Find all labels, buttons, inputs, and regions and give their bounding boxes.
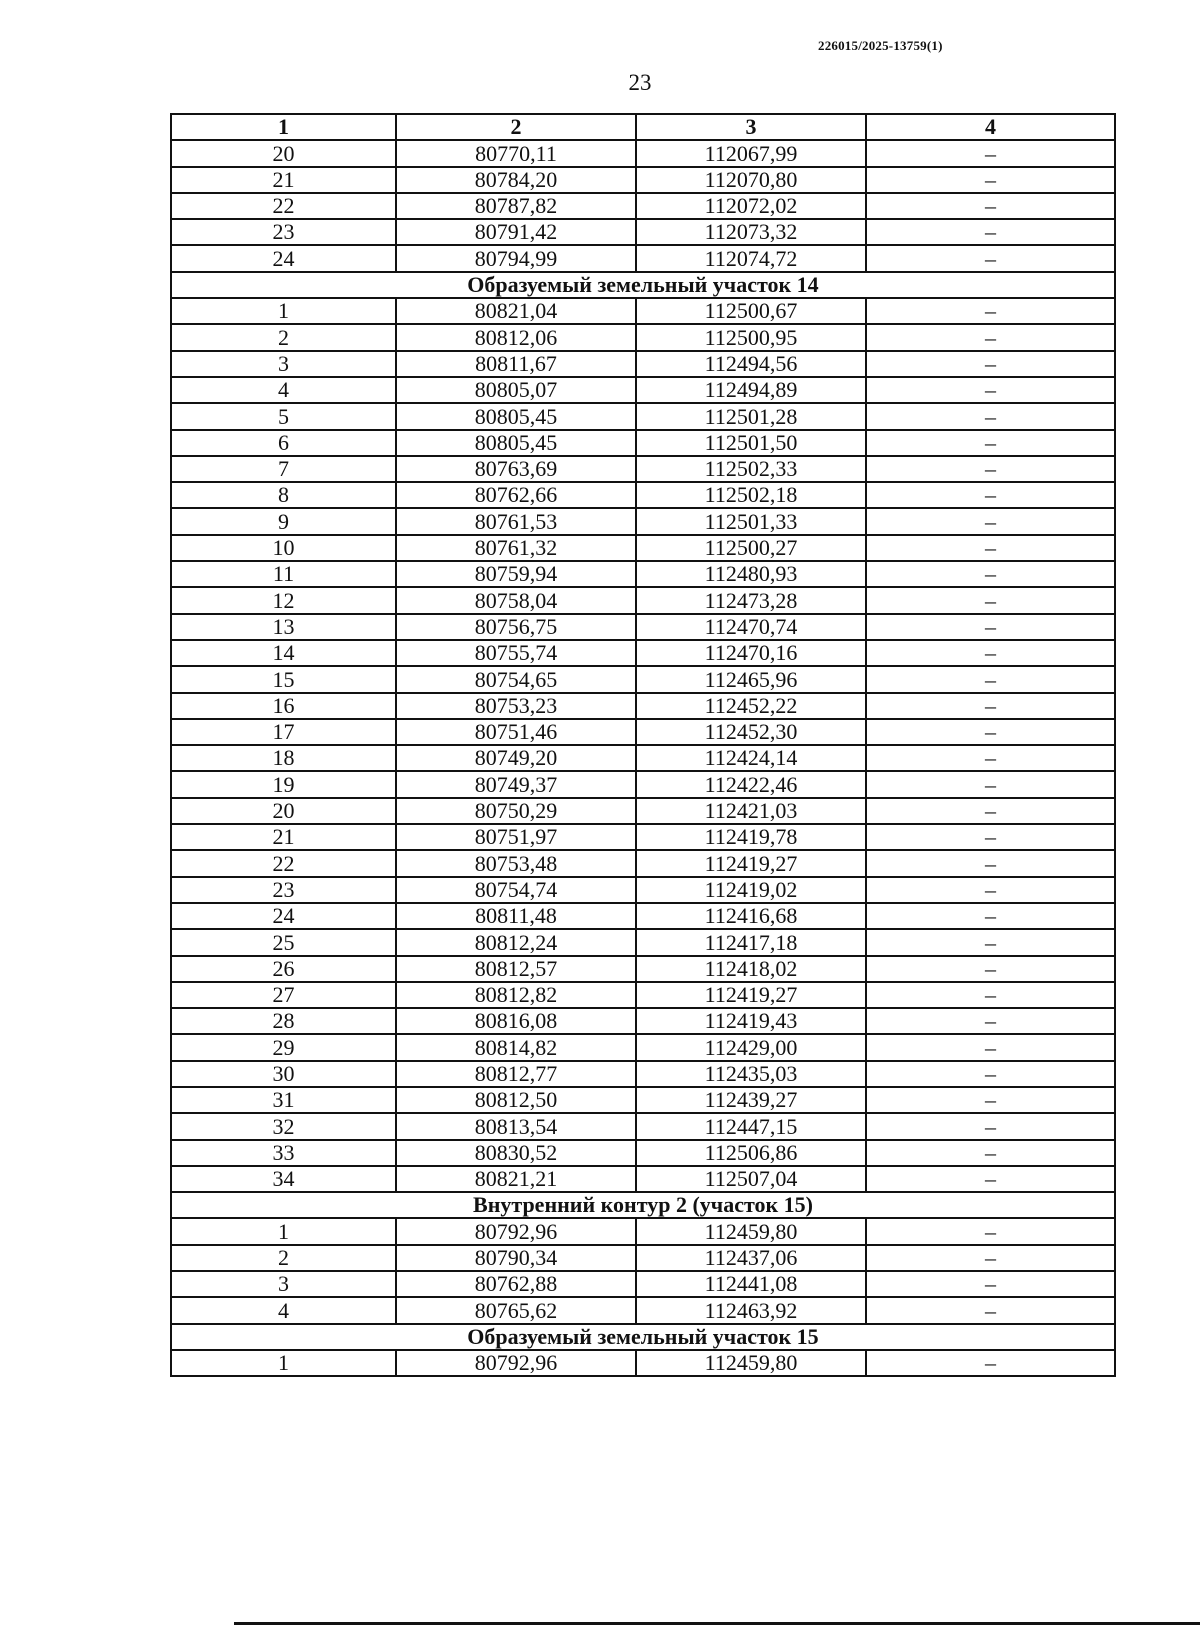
x-coordinate-cell: 80754,65 [396, 666, 636, 692]
x-coordinate-cell: 80792,96 [396, 1218, 636, 1244]
document-registration-number: 226015/2025-13759(1) [818, 38, 943, 53]
y-coordinate-cell: 112500,95 [636, 324, 866, 350]
y-coordinate-cell: 112501,28 [636, 403, 866, 429]
y-coordinate-cell: 112419,27 [636, 850, 866, 876]
y-coordinate-cell: 112072,02 [636, 193, 866, 219]
remark-cell: – [866, 1008, 1115, 1034]
y-coordinate-cell: 112421,03 [636, 798, 866, 824]
x-coordinate-cell: 80805,07 [396, 377, 636, 403]
table-row [171, 1140, 1115, 1166]
x-coordinate-cell: 80813,54 [396, 1113, 636, 1139]
y-coordinate-cell: 112439,27 [636, 1087, 866, 1113]
table-row [171, 508, 1115, 534]
remark-cell: – [866, 193, 1115, 219]
point-number-cell: 21 [171, 167, 396, 193]
y-coordinate-cell: 112500,27 [636, 535, 866, 561]
table-row [171, 745, 1115, 771]
remark-cell: – [866, 219, 1115, 245]
x-coordinate-cell: 80758,04 [396, 587, 636, 613]
table-row [171, 587, 1115, 613]
table-row [171, 1350, 1115, 1376]
y-coordinate-cell: 112437,06 [636, 1245, 866, 1271]
point-number-cell: 4 [171, 377, 396, 403]
table-row [171, 824, 1115, 850]
scan-margin-mark [1148, 1250, 1150, 1310]
point-number-cell: 15 [171, 666, 396, 692]
section-title: Образуемый земельный участок 14 [171, 272, 1115, 298]
table-body [171, 140, 1115, 1376]
x-coordinate-cell: 80763,69 [396, 456, 636, 482]
table-row [171, 245, 1115, 271]
table-row [171, 1297, 1115, 1323]
column-header: 4 [866, 114, 1115, 140]
y-coordinate-cell: 112459,80 [636, 1218, 866, 1244]
point-number-cell: 14 [171, 640, 396, 666]
x-coordinate-cell: 80812,77 [396, 1061, 636, 1087]
y-coordinate-cell: 112459,80 [636, 1350, 866, 1376]
table-row [171, 693, 1115, 719]
point-number-cell: 22 [171, 193, 396, 219]
x-coordinate-cell: 80770,11 [396, 140, 636, 166]
point-number-cell: 32 [171, 1113, 396, 1139]
point-number-cell: 24 [171, 903, 396, 929]
point-number-cell: 28 [171, 1008, 396, 1034]
table-row [171, 219, 1115, 245]
x-coordinate-cell: 80812,06 [396, 324, 636, 350]
table-row [171, 167, 1115, 193]
table-row [171, 1008, 1115, 1034]
page-number: 23 [628, 70, 652, 95]
table-row [171, 351, 1115, 377]
table-row [171, 982, 1115, 1008]
table-row [171, 1245, 1115, 1271]
remark-cell: – [866, 719, 1115, 745]
x-coordinate-cell: 80761,53 [396, 508, 636, 534]
section-title: Внутренний контур 2 (участок 15) [171, 1192, 1115, 1218]
table-row [171, 1034, 1115, 1060]
y-coordinate-cell: 112429,00 [636, 1034, 866, 1060]
table-row [171, 798, 1115, 824]
point-number-cell: 1 [171, 1218, 396, 1244]
y-coordinate-cell: 112500,67 [636, 298, 866, 324]
table-row [171, 324, 1115, 350]
remark-cell: – [866, 456, 1115, 482]
table-row [171, 956, 1115, 982]
table-row [171, 719, 1115, 745]
x-coordinate-cell: 80759,94 [396, 561, 636, 587]
y-coordinate-cell: 112501,50 [636, 430, 866, 456]
x-coordinate-cell: 80750,29 [396, 798, 636, 824]
remark-cell: – [866, 587, 1115, 613]
y-coordinate-cell: 112470,16 [636, 640, 866, 666]
section-title: Образуемый земельный участок 15 [171, 1324, 1115, 1350]
point-number-cell: 5 [171, 403, 396, 429]
remark-cell: – [866, 903, 1115, 929]
table-row [171, 640, 1115, 666]
point-number-cell: 18 [171, 745, 396, 771]
table-row [171, 1113, 1115, 1139]
y-coordinate-cell: 112502,18 [636, 482, 866, 508]
remark-cell: – [866, 1087, 1115, 1113]
point-number-cell: 6 [171, 430, 396, 456]
x-coordinate-cell: 80762,66 [396, 482, 636, 508]
column-header: 3 [636, 114, 866, 140]
x-coordinate-cell: 80756,75 [396, 614, 636, 640]
table-row [171, 1218, 1115, 1244]
y-coordinate-cell: 112465,96 [636, 666, 866, 692]
remark-cell: – [866, 1218, 1115, 1244]
y-coordinate-cell: 112470,74 [636, 614, 866, 640]
coordinates-table [170, 113, 1116, 1377]
remark-cell: – [866, 1297, 1115, 1323]
point-number-cell: 2 [171, 324, 396, 350]
table-row [171, 771, 1115, 797]
x-coordinate-cell: 80784,20 [396, 167, 636, 193]
point-number-cell: 29 [171, 1034, 396, 1060]
x-coordinate-cell: 80792,96 [396, 1350, 636, 1376]
table-row [171, 877, 1115, 903]
column-header: 1 [171, 114, 396, 140]
y-coordinate-cell: 112419,43 [636, 1008, 866, 1034]
remark-cell: – [866, 1245, 1115, 1271]
x-coordinate-cell: 80765,62 [396, 1297, 636, 1323]
x-coordinate-cell: 80821,04 [396, 298, 636, 324]
remark-cell: – [866, 140, 1115, 166]
y-coordinate-cell: 112418,02 [636, 956, 866, 982]
remark-cell: – [866, 929, 1115, 955]
table-row [171, 535, 1115, 561]
table-header-row [171, 114, 1115, 140]
point-number-cell: 24 [171, 245, 396, 271]
remark-cell: – [866, 430, 1115, 456]
remark-cell: – [866, 877, 1115, 903]
table-row [171, 1061, 1115, 1087]
x-coordinate-cell: 80794,99 [396, 245, 636, 271]
point-number-cell: 20 [171, 798, 396, 824]
table-row [171, 1166, 1115, 1192]
point-number-cell: 2 [171, 1245, 396, 1271]
remark-cell: – [866, 1350, 1115, 1376]
y-coordinate-cell: 112419,27 [636, 982, 866, 1008]
y-coordinate-cell: 112422,46 [636, 771, 866, 797]
x-coordinate-cell: 80751,97 [396, 824, 636, 850]
x-coordinate-cell: 80816,08 [396, 1008, 636, 1034]
remark-cell: – [866, 1166, 1115, 1192]
point-number-cell: 16 [171, 693, 396, 719]
point-number-cell: 25 [171, 929, 396, 955]
point-number-cell: 3 [171, 1271, 396, 1297]
remark-cell: – [866, 956, 1115, 982]
point-number-cell: 9 [171, 508, 396, 534]
point-number-cell: 34 [171, 1166, 396, 1192]
table-row [171, 377, 1115, 403]
y-coordinate-cell: 112419,78 [636, 824, 866, 850]
remark-cell: – [866, 1061, 1115, 1087]
point-number-cell: 30 [171, 1061, 396, 1087]
point-number-cell: 21 [171, 824, 396, 850]
x-coordinate-cell: 80811,48 [396, 903, 636, 929]
point-number-cell: 23 [171, 219, 396, 245]
y-coordinate-cell: 112463,92 [636, 1297, 866, 1323]
remark-cell: – [866, 482, 1115, 508]
point-number-cell: 33 [171, 1140, 396, 1166]
point-number-cell: 10 [171, 535, 396, 561]
x-coordinate-cell: 80749,37 [396, 771, 636, 797]
remark-cell: – [866, 640, 1115, 666]
x-coordinate-cell: 80762,88 [396, 1271, 636, 1297]
table-row [171, 666, 1115, 692]
point-number-cell: 4 [171, 1297, 396, 1323]
column-header: 2 [396, 114, 636, 140]
remark-cell: – [866, 1034, 1115, 1060]
y-coordinate-cell: 112417,18 [636, 929, 866, 955]
table-row [171, 193, 1115, 219]
remark-cell: – [866, 167, 1115, 193]
point-number-cell: 8 [171, 482, 396, 508]
remark-cell: – [866, 824, 1115, 850]
point-number-cell: 23 [171, 877, 396, 903]
table-row [171, 614, 1115, 640]
x-coordinate-cell: 80812,82 [396, 982, 636, 1008]
remark-cell: – [866, 403, 1115, 429]
x-coordinate-cell: 80812,57 [396, 956, 636, 982]
point-number-cell: 7 [171, 456, 396, 482]
y-coordinate-cell: 112441,08 [636, 1271, 866, 1297]
y-coordinate-cell: 112501,33 [636, 508, 866, 534]
y-coordinate-cell: 112494,56 [636, 351, 866, 377]
x-coordinate-cell: 80805,45 [396, 403, 636, 429]
remark-cell: – [866, 745, 1115, 771]
x-coordinate-cell: 80814,82 [396, 1034, 636, 1060]
table-row [171, 1087, 1115, 1113]
x-coordinate-cell: 80812,50 [396, 1087, 636, 1113]
x-coordinate-cell: 80821,21 [396, 1166, 636, 1192]
remark-cell: – [866, 614, 1115, 640]
y-coordinate-cell: 112074,72 [636, 245, 866, 271]
x-coordinate-cell: 80753,23 [396, 693, 636, 719]
x-coordinate-cell: 80805,45 [396, 430, 636, 456]
x-coordinate-cell: 80754,74 [396, 877, 636, 903]
y-coordinate-cell: 112073,32 [636, 219, 866, 245]
point-number-cell: 11 [171, 561, 396, 587]
point-number-cell: 22 [171, 850, 396, 876]
remark-cell: – [866, 693, 1115, 719]
remark-cell: – [866, 771, 1115, 797]
point-number-cell: 1 [171, 1350, 396, 1376]
x-coordinate-cell: 80755,74 [396, 640, 636, 666]
point-number-cell: 12 [171, 587, 396, 613]
section-title-row [171, 1192, 1115, 1218]
remark-cell: – [866, 850, 1115, 876]
point-number-cell: 20 [171, 140, 396, 166]
table-row [171, 929, 1115, 955]
remark-cell: – [866, 351, 1115, 377]
table-row [171, 903, 1115, 929]
y-coordinate-cell: 112419,02 [636, 877, 866, 903]
y-coordinate-cell: 112480,93 [636, 561, 866, 587]
point-number-cell: 26 [171, 956, 396, 982]
y-coordinate-cell: 112435,03 [636, 1061, 866, 1087]
table-row [171, 298, 1115, 324]
table-row [171, 850, 1115, 876]
y-coordinate-cell: 112507,04 [636, 1166, 866, 1192]
x-coordinate-cell: 80749,20 [396, 745, 636, 771]
remark-cell: – [866, 666, 1115, 692]
y-coordinate-cell: 112070,80 [636, 167, 866, 193]
y-coordinate-cell: 112424,14 [636, 745, 866, 771]
remark-cell: – [866, 561, 1115, 587]
remark-cell: – [866, 298, 1115, 324]
section-title-row [171, 272, 1115, 298]
x-coordinate-cell: 80751,46 [396, 719, 636, 745]
table-row [171, 561, 1115, 587]
remark-cell: – [866, 1271, 1115, 1297]
point-number-cell: 17 [171, 719, 396, 745]
point-number-cell: 3 [171, 351, 396, 377]
x-coordinate-cell: 80761,32 [396, 535, 636, 561]
x-coordinate-cell: 80790,34 [396, 1245, 636, 1271]
point-number-cell: 1 [171, 298, 396, 324]
remark-cell: – [866, 1140, 1115, 1166]
remark-cell: – [866, 245, 1115, 271]
table-row [171, 482, 1115, 508]
remark-cell: – [866, 508, 1115, 534]
x-coordinate-cell: 80830,52 [396, 1140, 636, 1166]
table-row [171, 1271, 1115, 1297]
y-coordinate-cell: 112452,22 [636, 693, 866, 719]
remark-cell: – [866, 535, 1115, 561]
remark-cell: – [866, 1113, 1115, 1139]
table-row [171, 140, 1115, 166]
y-coordinate-cell: 112506,86 [636, 1140, 866, 1166]
y-coordinate-cell: 112067,99 [636, 140, 866, 166]
x-coordinate-cell: 80812,24 [396, 929, 636, 955]
table-row [171, 456, 1115, 482]
x-coordinate-cell: 80791,42 [396, 219, 636, 245]
remark-cell: – [866, 377, 1115, 403]
section-title-row [171, 1324, 1115, 1350]
remark-cell: – [866, 982, 1115, 1008]
table-row [171, 430, 1115, 456]
x-coordinate-cell: 80753,48 [396, 850, 636, 876]
y-coordinate-cell: 112447,15 [636, 1113, 866, 1139]
point-number-cell: 27 [171, 982, 396, 1008]
y-coordinate-cell: 112502,33 [636, 456, 866, 482]
point-number-cell: 13 [171, 614, 396, 640]
x-coordinate-cell: 80811,67 [396, 351, 636, 377]
y-coordinate-cell: 112473,28 [636, 587, 866, 613]
y-coordinate-cell: 112452,30 [636, 719, 866, 745]
scan-bottom-edge [234, 1622, 1200, 1625]
table-row [171, 403, 1115, 429]
y-coordinate-cell: 112416,68 [636, 903, 866, 929]
point-number-cell: 31 [171, 1087, 396, 1113]
y-coordinate-cell: 112494,89 [636, 377, 866, 403]
remark-cell: – [866, 798, 1115, 824]
x-coordinate-cell: 80787,82 [396, 193, 636, 219]
remark-cell: – [866, 324, 1115, 350]
point-number-cell: 19 [171, 771, 396, 797]
